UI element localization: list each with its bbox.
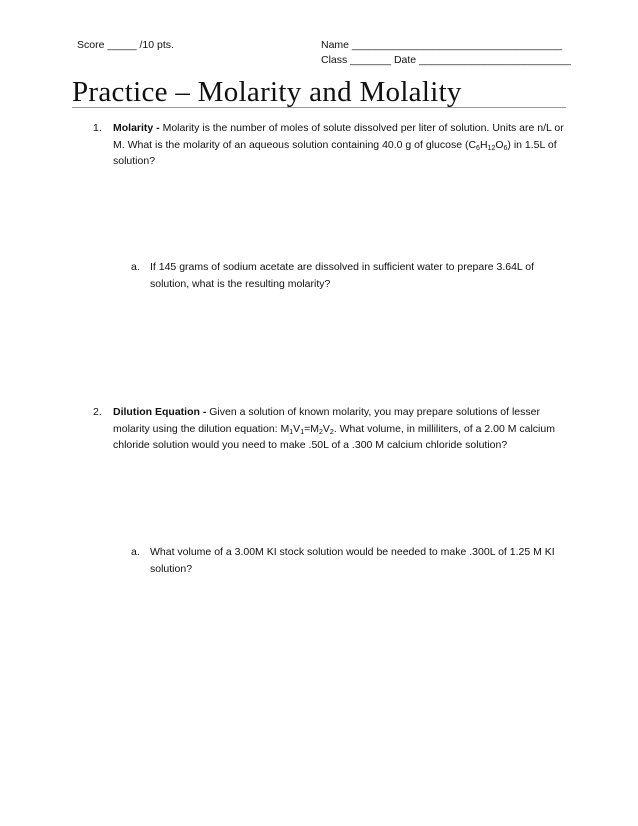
question-1a-text: If 145 grams of sodium acetate are dissolved in sufficient water to prepare 3.64L of solution, what is the resulting molarity? [150,261,535,290]
title-divider [72,107,566,108]
question-2a-label: a. [131,546,140,558]
name-line: Name ____________________________________ [321,39,563,51]
question-2-text: Dilution Equation - Given a solution of known molarity, you may prepare solutions of lesser molarity using the dilution equation: $M_1V_1=M_2V_2$. What volume, in milliliters, of a 2.00 M calcium chloride solution would you need to make .50L of a .300 M calcium chloride solution? [113,406,555,451]
question-1a-label: a. [131,261,140,273]
question-1-term: Molarity - [113,122,160,134]
question-1-text: Molarity - Molarity is the number of moles of solute dissolved per liter of solution. Units are n/L or M. What is the molarity of an aqueous solution containing 40.0 g of glucose $(C_6H_{12}O_6)$ in 1.5L of solution? [113,122,564,167]
question-1-number: 1. [93,122,102,134]
page-title: Practice – Molarity and Molality [72,76,462,108]
question-2a-text: What volume of a 3.00M KI stock solution would be needed to make .300L of 1.25 M KI solution? [150,546,555,575]
question-2-number: 2. [93,406,102,418]
class-date-line: Class _______ Date __________________________ [321,54,571,66]
question-2-term: Dilution Equation - [113,406,207,418]
score-line: Score _____ /10 pts. [77,39,174,51]
